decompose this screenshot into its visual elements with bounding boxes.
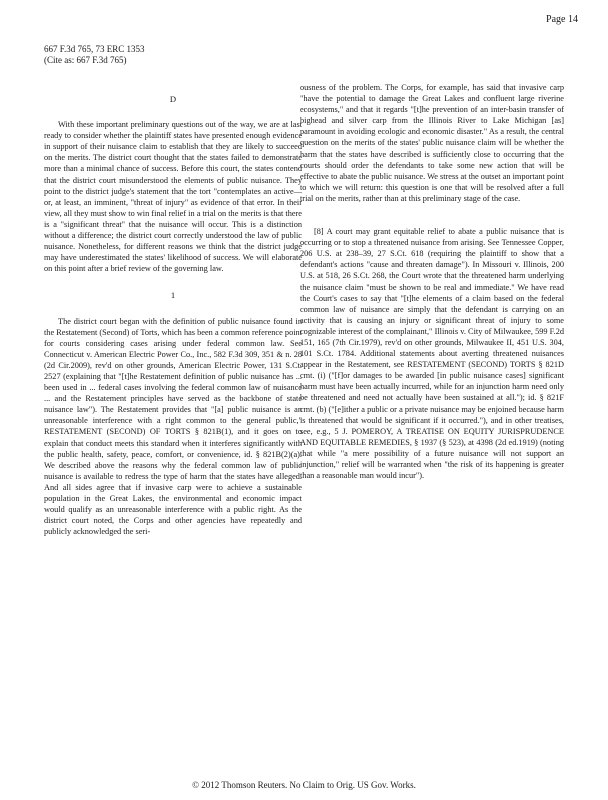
- left-column: [44, 84, 302, 537]
- citation-block: [44, 44, 145, 66]
- citation-line-2: (Cite as: 667 F.3d 765): [44, 55, 127, 65]
- paragraph-continued: ousness of the problem. The Corps, for example, has said that invasive carp "have the potential to damage the Great Lakes and confluent large riverine ecosystems," and that it regards "[t]he prevention of an inter-basin transfer of bighead and silver carp from the Illinois River to Lake Michigan [as] paramount in avoiding ecologic and economic disaster." As a result, the central question on the merits of the states' public nuisance claim will be whether the harm that the states have described is sufficiently close to occurring that the courts should order the defendants to take some new action that will be effective to abate the public nuisance. We stress at the outset an important point to which we will return: this question is one that will be resolved after a full trial on the merits, rather than at this preliminary stage of the case.: [300, 83, 564, 203]
- section-heading-1: 1: [170, 290, 176, 301]
- citation-line-1: 667 F.3d 765, 73 ERC 1353: [44, 44, 145, 54]
- copyright-footer: © 2012 Thomson Reuters. No Claim to Orig. US Gov. Works.: [192, 780, 416, 790]
- paragraph-d1: With these important preliminary questions out of the way, we are at last ready to consider whether the plaintiff states have presented enough evidence in support of their nuisance claim to establish that they are likely to succeed on the merits. The district court thought that the states failed to demonstrate more than a minimal chance of success. Before this court, the states contend that the district court misunderstood the elements of public nuisance. They point to the district judge's statement that the tort "contemplates an active—or, at least, an imminent, "threat of injury" as evidence of that error. In their view, all they must show to win final relief in a trial on the merits is that there is a "significant threat" that the nuisance will occur. This is a distinction without a difference; the district court correctly understood the law of public nuisance. Nonetheless, for different reasons we think that the district judge may have underestimated the states' likelihood of success. We will elaborate on this point after a brief review of the governing law.: [44, 120, 302, 274]
- paragraph-gap: [300, 204, 564, 226]
- right-column: [300, 82, 564, 481]
- page-number: Page 14: [546, 14, 578, 25]
- paragraph-1-1: The district court began with the definition of public nuisance found in the Restatement (Second) of Torts, which has been a common reference point for courts considering cases arising under federal common law. See Connecticut v. American Electric Power Co., Inc., 582 F.3d 309, 351 & n. 28 (2d Cir.2009), rev'd on other grounds, American Electric Power, 131 S.Ct. 2527 (explaining that "[t]he Restatement definition of public nuisance has ... been used in ... federal cases involving the federal common law of nuisance ... and the Restatement principles have served as the backbone of state nuisance law"). The Restatement provides that "[a] public nuisance is an unreasonable interference with a right common to the general public," RESTATEMENT (SECOND) OF TORTS § 821B(1), and it goes on to explain that conduct meets this standard when it interferes significantly with the public health, safety, peace, comfort, or convenience, id. § 821B(2)(a). We described above the reasons why the federal common law of public nuisance is available to redress the type of harm that the states have alleged. And all sides agree that if invasive carp were to achieve a sustainable population in the Great Lakes, the environmental and economic impact would qualify as an unreasonable interference with a public right. As the district court noted, the Corps and other agencies have repeatedly and publicly acknowledged the seri-: [44, 316, 302, 537]
- section-heading-d: D: [169, 94, 177, 104]
- paragraph-8: [8] A court may grant equitable relief to abate a public nuisance that is occurring or to stop a threatened nuisance from arising. See Tennessee Copper, 206 U.S. at 238–39, 27 S.Ct. 618 (requiring the plaintiff to show that a defendant's actions "cause and threaten damage"). In Missouri v. Illinois, 200 U.S. at 518, 26 S.Ct. 268, the Court wrote that the threatened harm underlying the nuisance claim "must be shown to be real and immediate." We have read the Court's cases to say that "[t]he elements of a claim based on the federal common law of nuisance are simply that the defendant is carrying on an activity that is causing an injury or significant threat of injury to some cognizable interest of the complainant," Illinois v. City of Milwaukee, 599 F.2d 151, 165 (7th Cir.1979), rev'd on other grounds, Milwaukee II, 451 U.S. 304, 101 S.Ct. 1784. Additional statements about averting threatened nuisances appear in the Restatement, see RESTATEMENT (SECOND) TORTS § 821D cmt. (i) ("[f]or damages to be awarded [in public nuisance cases] significant harm must have been actually incurred, while for an injunction harm need only be threatened and need not actually have been sustained at all."); id. § 821F cmt. (b) ("[e]ither a public or a private nuisance may be enjoined because harm is threatened that would be significant if it occurred."), and in other treatises, see, e.g., 5 J. POMEROY, A TREATISE ON EQUITY JURISPRUDENCE AND EQUITABLE REMEDIES, § 1937 (§ 523), at 4398 (2d ed.1919) (noting that while "a mere possibility of a future nuisance will not support an injunction," relief will be warranted when "the risk of its happening is greater than a reasonable man would incur").: [300, 227, 564, 481]
